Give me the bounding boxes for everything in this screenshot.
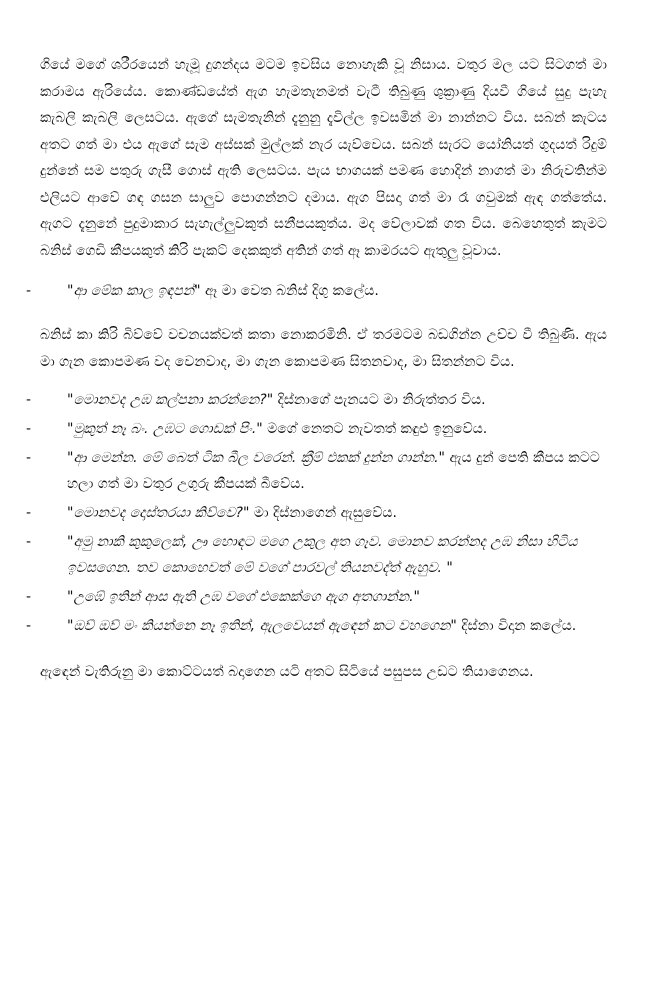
- dialogue-line: [26, 416, 607, 442]
- dialogue-narration: ඇය දුන් පෙති කීපය කටට හලා ගත් මා වතුර උගුරු කීපයක් බීවේය.: [67, 450, 600, 492]
- dash: -: [26, 534, 32, 550]
- dialogue-narration: දිස්නාගේ පැනයට මා නිරුත්තර විය.: [273, 392, 486, 408]
- dialogue-quote: "අමු නාකි කුකුලෙක්, ඌ හොඳට මගෙ උකුල අත ගෑව. මොනව කරන්නද උඹ නිසා හිටිය ඉවසගෙන. තව කොහෙවත් මේ වගේ පාරවල් තියනවද්‍ත් ඇහුව. ": [67, 534, 578, 576]
- dialogue-line: [26, 584, 607, 610]
- dialogue-quote: "උඹේ ඉතින් ආස ඇති උඹ වගේ එකෙක්ගෙ ඇග අතගාන්න.": [67, 589, 420, 605]
- paragraph: ඇඳෙන් වැතිරුනු මා කොට්ටයත් බදාගෙන යටි අතට සිටියේ පසුපස උඩට තියාගෙනය.: [40, 664, 534, 680]
- dialogue-narration: මගේ නෙතට නැවතත් කඳුළු ඉනුවේය.: [262, 421, 488, 437]
- dialogue-narration: ඈ මා වෙත බනිස් දිගු කලේය.: [200, 283, 379, 299]
- dialogue-quote: "මුකුත් නෑ බං. උඹට ගොඩක් පිං.": [67, 421, 263, 437]
- dialogue-quote: "මොනවද උඹ කල්පනා කරන්නෙ?": [67, 392, 274, 408]
- dialogue-list: [26, 387, 607, 639]
- dialogue-list: [26, 278, 607, 304]
- dialogue-line: [26, 613, 607, 639]
- dash: -: [26, 450, 32, 466]
- dash: -: [26, 589, 32, 605]
- dialogue-quote: "ආ මේක කාල ඉඳපන්": [67, 283, 201, 299]
- paragraph: බනිස් කා කිරි බිව්වේ වචනයක්වත් කතා නොකරමිනි. ඒ තරමටම බඩගින්න උච්ච වී තිබුණි. ඇය මා ගැන කොපමණ වද වෙනවාද, මා ගැන කොපමණ සිතනවාද, මා සිතන්නට විය.: [40, 327, 607, 370]
- dash: -: [26, 421, 32, 437]
- dash: -: [26, 505, 32, 521]
- dialogue-narration: මා දිස්නාගෙන් ඇසුවේය.: [249, 505, 397, 521]
- dialogue-quote: "ඔව් ඔව් මං කියන්නෙ නෑ ඉතින්, ඇලවෙයන් ඇඳෙන් කට වහගෙන": [67, 618, 457, 634]
- dialogue-line: [26, 278, 607, 304]
- dash: -: [26, 392, 32, 408]
- dialogue-quote: "ආ මෙන්න. මේ බෙත් ටික බීල වරෙන්. ක්‍රීම් එකක් දුන්න ගාන්න.": [67, 450, 445, 466]
- dialogue-line: [26, 500, 607, 526]
- dialogue-line: [26, 387, 607, 413]
- paragraph: ගියේ මගේ ශරීරයෙන් හැමූ දුගන්දය මටම ඉවසිය නොහැකි වූ නිසාය. වතුර මල යට සිටගත් මා කරාමය ඇරියේය. කොණ්ඩයේත් ඇග හැමතැනමත් වැටී තිබුණු ශුක්‍රාණු දියවී ගියේ සුදු පැහැ කැබලි කැබලි ලෙසටය. ඇගේ සැමතැනින් දැනුනු දැවිල්ල ඉවසමින් මා නාන්නට විය. සබන් කැටය අතට ගත් මා එය ඇගේ සැම අස්සක් මුල්ලක් නැර යැව්වෙය. සබන් සැරට යෝනියත් ගුදයත් රිදුම් දුන්නේ සම පතුරු ගැසී ගොස් ඇති ලෙසටය. පැය භාගයක් පමණ හොදින් නාගත් මා නිරුවතින්ම එලියට ආවේ ගඳ ගසන සාලුව පොගන්නට දමාය. ඇග පිසදා ගත් මා රෑ ගවුමක් ඇඳ ගත්තේය. ඇගට දැනුනේ පුදුමාකාර සැහැල්ලුවකුත් සනීපයකුත්ය. මද වේලාවක් ගත විය. බෙහෙතුත් කැමට බනිස් ගෙඩි කීපයකුත් කිරි පැකට් දෙකකුත් අතින් ගත් ඈ කාමරයට ඇතුලු වූවාය.: [40, 57, 607, 259]
- dialogue-narration: දිස්නා විදාන කලේය.: [456, 618, 577, 634]
- dash: -: [26, 618, 32, 634]
- dialogue-quote: "මොනවද දොස්තරයා කිව්වෙ?": [67, 505, 250, 521]
- dialogue-line: [26, 445, 607, 497]
- dialogue-line: [26, 529, 607, 581]
- dash: -: [26, 283, 32, 299]
